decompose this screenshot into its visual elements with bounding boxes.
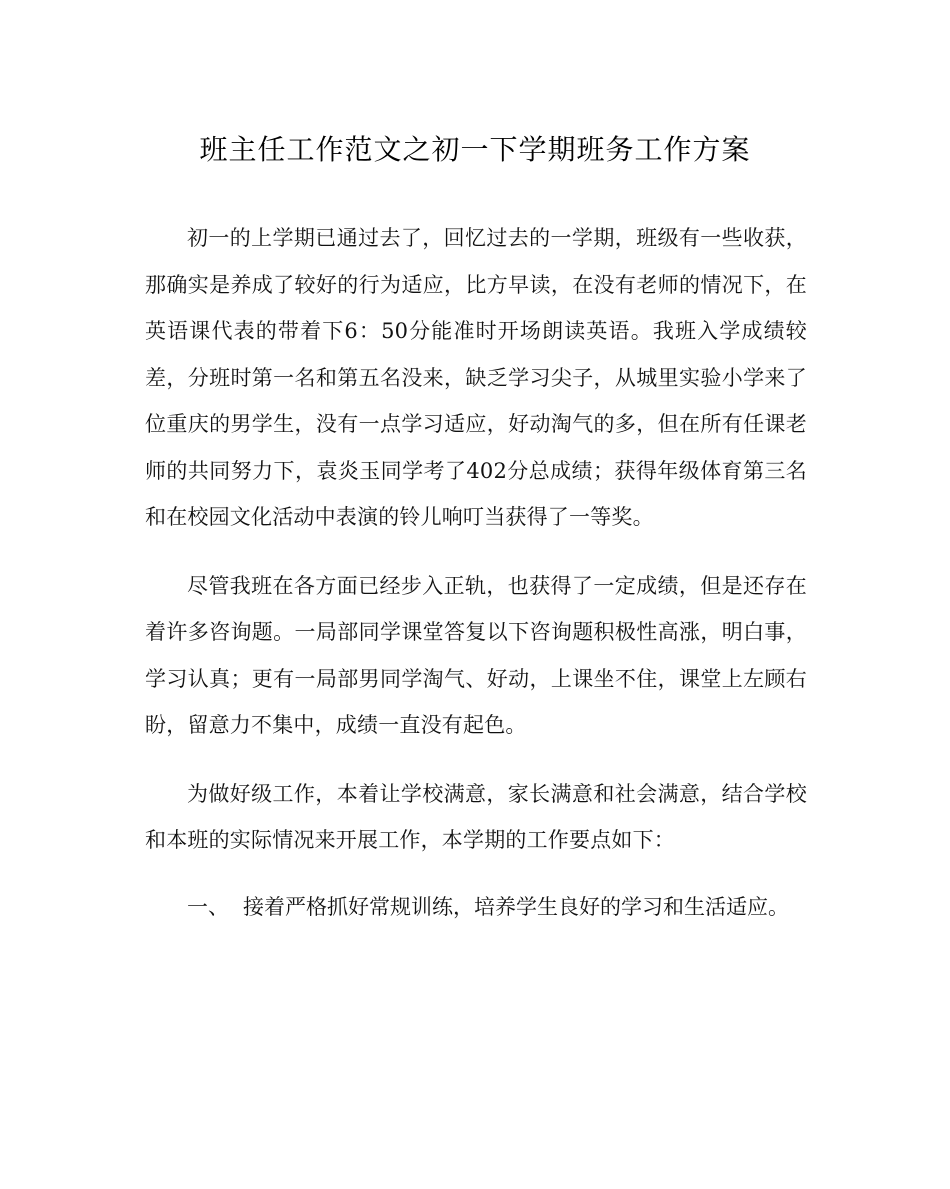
- list-item-number: 一、: [187, 894, 229, 919]
- paragraph-plan: 为做好级工作，本着让学校满意，家长满意和社会满意，结合学校和本班的实际情况来开展工作，本学期的工作要点如下：: [145, 781, 807, 852]
- document-body: [145, 215, 807, 930]
- paragraph-intro: 初一的上学期已通过去了，回忆过去的一学期，班级有一些收获，那确实是养成了较好的行为适应，比方早读，在没有老师的情况下，在英语课代表的带着下6：50分能准时开场朗读英语。我班入学成绩较差，分班时第一名和第五名没来，缺乏学习尖子，从城里实验小学来了位重庆的男学生，没有一点学习适应，好动淘气的多，但在所有任课老师的共同努力下，袁炎玉同学考了402分总成绩；获得年级体育第三名和在校园文化活动中表演的铃儿响叮当获得了一等奖。: [145, 226, 807, 529]
- document-title: 班主任工作范文之初一下学期班务工作方案: [199, 133, 751, 166]
- list-item-text: 接着严格抓好常规训练，培养学生良好的学习和生活适应。: [243, 894, 789, 919]
- paragraph-problems: 尽管我班在各方面已经步入正轨，也获得了一定成绩，但是还存在着许多咨询题。一局部同学课堂答复以下咨询题积极性高涨，明白事，学习认真；更有一局部男同学淘气、好动，上课坐不住，课堂上左顾右盼，留意力不集中，成绩一直没有起色。: [145, 573, 807, 737]
- list-item-1: [145, 884, 807, 931]
